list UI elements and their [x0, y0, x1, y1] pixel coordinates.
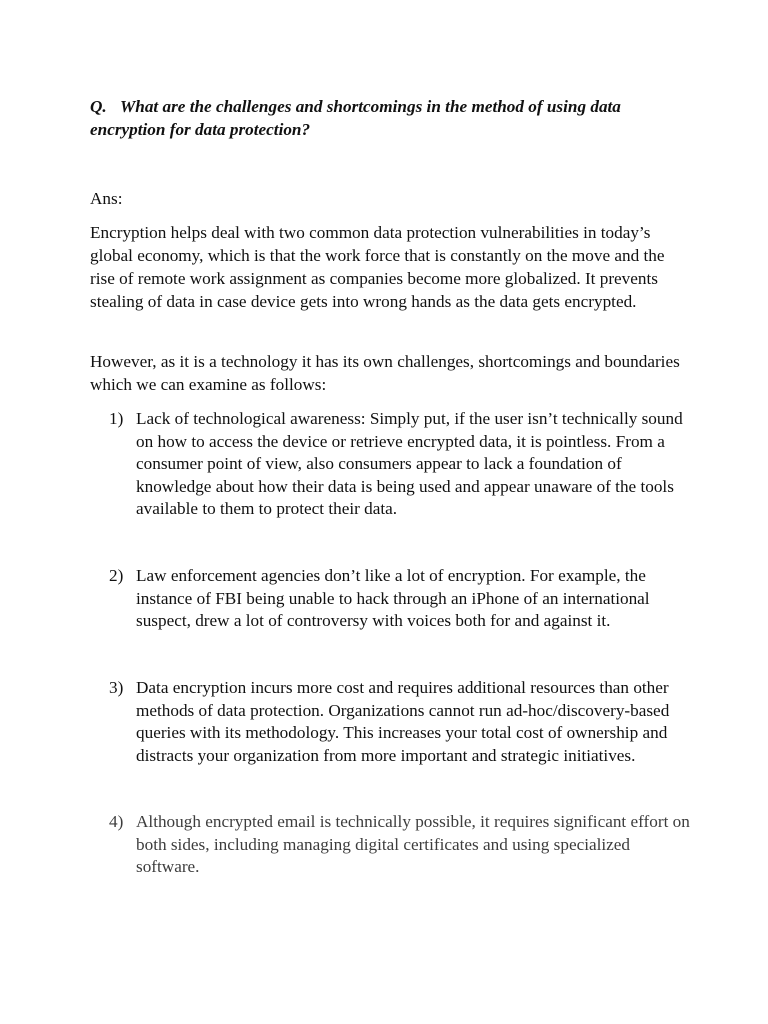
- list-item-number: 1): [109, 409, 124, 428]
- list-item-text: Although encrypted email is technically possible, it requires significant effort on both sides, including managing digital certificates and using specialized software.: [136, 812, 690, 876]
- list-item-number: 4): [109, 812, 124, 831]
- list-item-text: Data encryption incurs more cost and requires additional resources than other methods of data protection. Organizations cannot run ad-hoc/discovery-based queries with its methodology. This increases your total cost of ownership and distracts your organization from more important and strategic initiatives.: [136, 678, 670, 765]
- question-text: What are the challenges and shortcomings in the method of using data encryption for data protection?: [90, 97, 621, 139]
- answer-label: Ans:: [90, 189, 123, 208]
- list-item: [109, 408, 694, 521]
- list-item: [109, 811, 694, 879]
- list-item-number: 2): [109, 566, 124, 585]
- paragraph-transition: However, as it is a technology it has its own challenges, shortcomings and boundaries which we can examine as follows:: [90, 352, 680, 394]
- list-item-number: 3): [109, 678, 124, 697]
- list-item-text: Law enforcement agencies don’t like a lot of encryption. For example, the instance of FBI being unable to hack through an iPhone of an international suspect, drew a lot of controversy with voices both for and against it.: [136, 566, 650, 630]
- paragraph-intro: Encryption helps deal with two common data protection vulnerabilities in today’s global economy, which is that the work force that is constantly on the move and the rise of remote work assignment as companies become more globalized. It prevents stealing of data in case device gets into wrong hands as the data gets encrypted.: [90, 223, 665, 311]
- question-label: Q.: [90, 97, 107, 116]
- list-item: [109, 565, 694, 633]
- list-item-text: Lack of technological awareness: Simply put, if the user isn’t technically sound on how to access the device or retrieve encrypted data, it is pointless. From a consumer point of view, also consumers appear to lack a foundation of knowledge about how their data is being used and appear unaware of the tools available to them to protect their data.: [136, 409, 683, 518]
- question-heading: [90, 95, 690, 141]
- list-item: [109, 677, 694, 767]
